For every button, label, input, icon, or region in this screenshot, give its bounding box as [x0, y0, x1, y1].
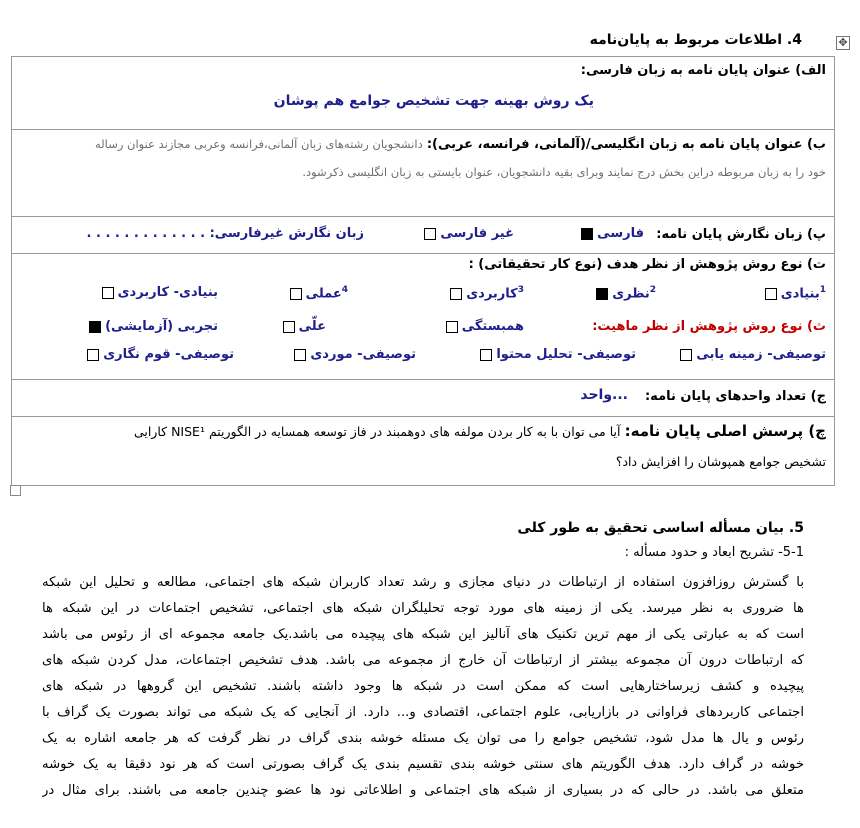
- row-writing-language: [12, 216, 834, 254]
- checkbox-basic-applied[interactable]: [102, 287, 114, 299]
- problem-statement-paragraph: [42, 570, 804, 804]
- paragraph-line: متعلق می باشد. در حالی که در بسیاری از شبکه های اجتماعی و اطلاعاتی نود ها عضو چندین جامعه می باشند. برای مثال در: [42, 783, 804, 798]
- checkbox-correlational[interactable]: [446, 321, 458, 333]
- checkbox-farsi[interactable]: [581, 228, 593, 240]
- paragraph-line: ها ضروری به نظر میرسد. یکی از زمینه های مورد توجه تحلیلگران شبکه های اجتماعی، تشخیص اجتماعات در این شبکه ها: [42, 601, 804, 616]
- english-title-note-1: دانشجویان رشته‌های زبان آلمانی،فرانسه وعربی مجازند عنوان رساله: [95, 137, 423, 151]
- checkbox-survey[interactable]: [680, 349, 692, 361]
- option-basic[interactable]: $^1$بنیادی: [761, 285, 826, 301]
- paragraph-line: پیچیده و کشف زیرساختارهایی است که ممکن است در شبکه ها وجود داشته باشند. تشخیص این گروهها در شبکه های: [42, 679, 804, 694]
- main-question-line-1: آیا می توان با به کار بردن مولفه های دوهمبند در فاز توسعه همسایه در الگوریتم NISE¹ کارایی: [133, 424, 621, 439]
- option-applied[interactable]: $^3$کاربردی: [446, 285, 524, 301]
- checkbox-practical[interactable]: [290, 288, 302, 300]
- option-correlational[interactable]: همبستگی: [442, 319, 524, 334]
- checkbox-theoretical[interactable]: [596, 288, 608, 300]
- persian-title-label: الف) عنوان پایان نامه به زبان فارسی:: [580, 63, 826, 78]
- writing-language-label: پ) زبان نگارش پایان نامه:: [656, 227, 826, 242]
- option-non-farsi[interactable]: غیر فارسی: [420, 226, 514, 241]
- row-credit-units: [12, 379, 834, 417]
- option-practical[interactable]: $^4$عملی: [286, 285, 348, 301]
- research-goal-label: ت) نوع روش پژوهش از نظر هدف (نوع کار تحقیقاتی) :: [468, 257, 826, 272]
- paragraph-line: است که به عبارتی یکی از مهم ترین تکنیک های آنالیز این شبکه های پیچیده می باشد.یک جامعه مجموعه ای از رئوس می باشد: [42, 627, 804, 642]
- move-cross-icon[interactable]: ✥: [836, 36, 850, 50]
- checkbox-causal[interactable]: [283, 321, 295, 333]
- option-ethnographic[interactable]: توصیفی- قوم نگاری: [83, 347, 234, 362]
- table-resize-handle[interactable]: [10, 485, 21, 496]
- option-causal[interactable]: علّی: [279, 319, 326, 334]
- option-content-analysis[interactable]: توصیفی- تحلیل محتوا: [476, 347, 636, 362]
- checkbox-ethnographic[interactable]: [87, 349, 99, 361]
- option-basic-applied[interactable]: بنیادی- کاربردی: [98, 285, 218, 300]
- section-5-title: 5. بیان مسأله اساسی تحقیق به طور کلی: [517, 520, 804, 536]
- checkbox-non-farsi[interactable]: [424, 228, 436, 240]
- research-nature-label: ث) نوع روش پژوهش از نظر ماهیت:: [592, 319, 826, 334]
- persian-title-value[interactable]: یک روش بهینه جهت تشخیص جوامع هم پوشان: [273, 93, 594, 109]
- row-research-method: [12, 253, 834, 380]
- option-theoretical[interactable]: $^2$نظری: [592, 285, 656, 301]
- option-farsi[interactable]: فارسی: [577, 226, 644, 241]
- paragraph-line: که ارتباطات درون آن مجموعه بیشتر از ارتباطات آن خارج از مجموعه می باشد. هدف تشخیص اجتماعات، مدل کردن شبکه های: [42, 653, 804, 668]
- row-persian-title: [12, 57, 834, 130]
- option-survey[interactable]: توصیفی- زمینه یابی: [676, 347, 826, 362]
- thesis-info-table: [11, 56, 835, 486]
- row-main-question: [12, 416, 834, 485]
- checkbox-basic[interactable]: [765, 288, 777, 300]
- english-title-note-2: خود را به زبان مربوطه دراین بخش درج نمایند وبرای بقیه دانشجویان، عنوان بایستی به زبان انگلیسی ذکرشود.: [302, 165, 826, 179]
- section-4-title: 4. اطلاعات مربوط به پایان‌نامه: [589, 32, 802, 48]
- checkbox-applied[interactable]: [450, 288, 462, 300]
- main-question-label: چ) پرسش اصلی پایان نامه:: [624, 422, 826, 440]
- checkbox-content-analysis[interactable]: [480, 349, 492, 361]
- paragraph-line: با گسترش روزافزون استفاده از ارتباطات در دنیای مجازی و رشد تعداد کاربران شبکه های اجتماعی، مطالعه و تحلیل این شبکه: [42, 575, 804, 590]
- english-title-label: ب) عنوان پایان نامه به زبان انگلیسی/(آلمانی، فرانسه، عربی):: [426, 137, 826, 152]
- checkbox-case-study[interactable]: [294, 349, 306, 361]
- option-case-study[interactable]: توصیفی- موردی: [290, 347, 416, 362]
- non-farsi-language-value[interactable]: . . . . . . . . . . . . .: [86, 226, 206, 241]
- paragraph-line: خوشه در گراف دارد. هدف الگوریتم های سنتی خوشه بندی تقسیم بندی یک گراف بصورتی است که هر نود دقیقا به یک خوشه: [42, 757, 804, 772]
- paragraph-line: اجتماعی کاربردهای فراوانی در بازاریابی، علوم اجتماعی، اقتصادی و... دارد. از آنجایی که یک شبکه می تواند بصورت یک گراف با: [42, 705, 804, 720]
- credit-units-value[interactable]: ...واحد: [580, 387, 628, 403]
- row-english-title: [12, 129, 834, 217]
- credit-units-label: ج) تعداد واحدهای پایان نامه:: [644, 389, 826, 404]
- main-question-line-2: تشخیص جوامع همپوشان را افزایش داد؟: [615, 454, 826, 469]
- paragraph-line: رئوس و یال ها مدل شود، تشخیص جوامع را می توان یک مسئله خوشه بندی گراف در نظر گرفت که هر جامعه اشاره به یک: [42, 731, 804, 746]
- option-experimental[interactable]: تجربی (آزمایشی): [85, 319, 218, 334]
- section-5-1-subtitle: 5-1- تشریح ابعاد و حدود مسأله :: [624, 545, 804, 560]
- non-farsi-language: زبان نگارش غیرفارسی: . . . . . . . . . . . . .: [86, 226, 364, 241]
- checkbox-experimental[interactable]: [89, 321, 101, 333]
